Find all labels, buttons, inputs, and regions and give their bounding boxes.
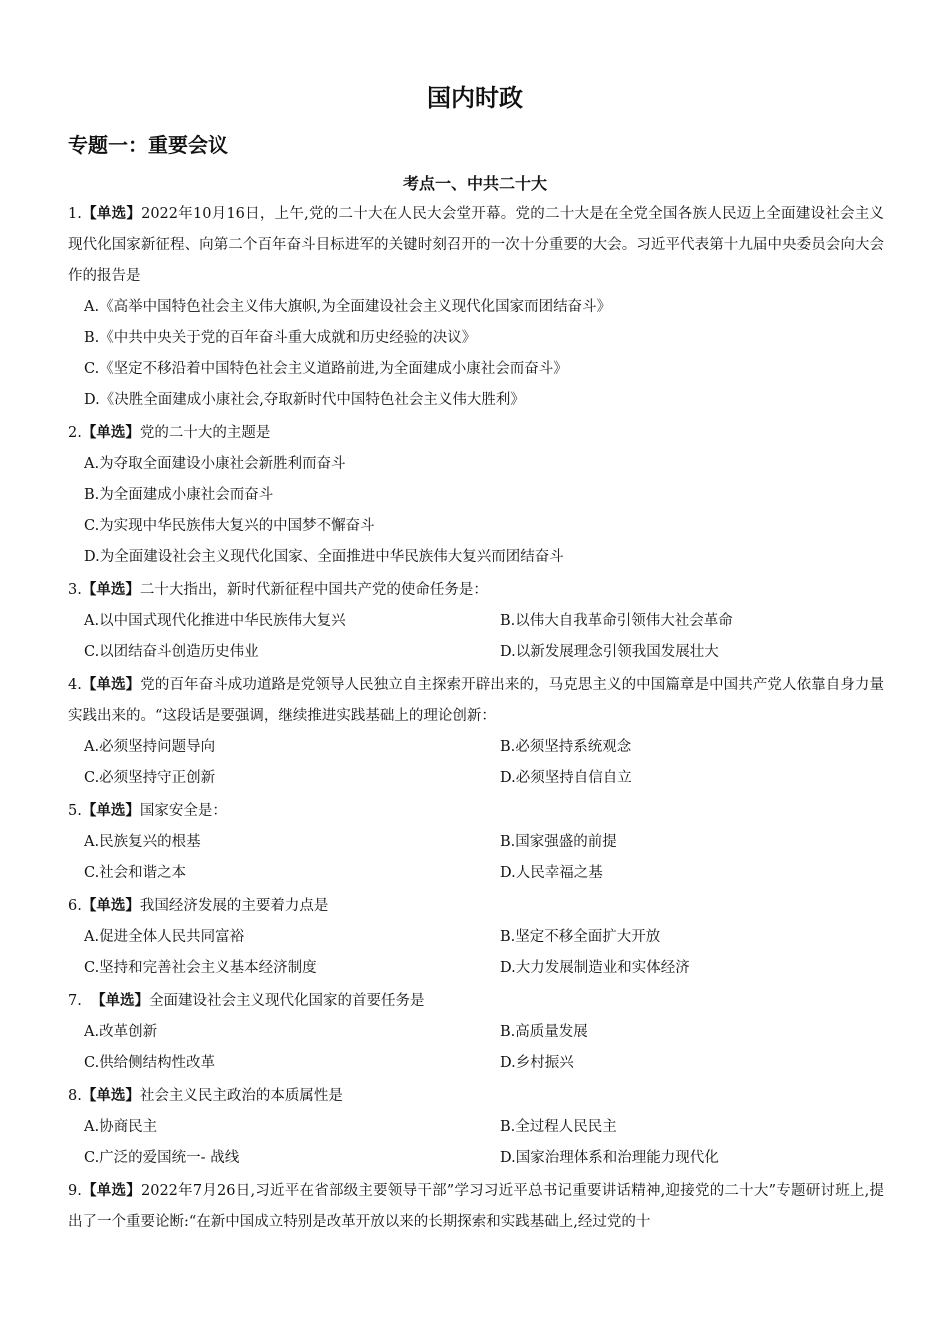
option-a: A.协商民主	[84, 1119, 158, 1135]
question-number: 8.	[68, 1088, 82, 1104]
option-c: C.坚持和完善社会主义基本经济制度	[84, 960, 317, 976]
topic-title: 考点一、中共二十大	[402, 174, 547, 193]
option-b: B.国家强盛的前提	[500, 834, 617, 850]
question-text: 我国经济发展的主要着力点是	[139, 898, 329, 914]
question-list	[68, 198, 884, 1239]
question-number: 3.	[68, 582, 82, 598]
option-list	[68, 732, 884, 794]
question-1	[68, 198, 884, 416]
option-c: C.广泛的爱国统一- 战线	[84, 1150, 240, 1166]
option-list	[68, 1017, 884, 1079]
question-9	[68, 1175, 884, 1238]
option-c: C.《坚定不移沿着中国特色社会主义道路前进,为全面建成小康社会而奋斗》	[84, 361, 568, 377]
question-stem	[68, 795, 884, 827]
option-list	[68, 922, 884, 984]
option-b: B.《中共中央关于党的百年奋斗重大成就和历史经验的决议》	[84, 330, 477, 346]
question-type-tag: 【单选】	[81, 424, 140, 441]
question-type-tag: 【单选】	[81, 581, 140, 598]
question-text: 2022年10月16日，上午,党的二十大在人民大会堂开幕。党的二十大是在全党全国各族人民迈上全面建设社会主义现代化国家新征程、向第二个百年奋斗目标进军的关键时刻召开的一次十分重要的大会。习近平代表第十九届中央委员会向大会作的报告是	[68, 206, 884, 284]
option-d: D.乡村振兴	[500, 1055, 574, 1071]
question-text: 党的百年奋斗成功道路是党领导人民独立自主探索开辟出来的，马克思主义的中国篇章是中国共产党人依靠自身力量实践出来的。“这段话是要强调，继续推进实践基础上的理论创新：	[68, 677, 885, 724]
option-b: B.高质量发展	[500, 1024, 588, 1040]
question-stem	[68, 417, 884, 449]
option-list	[68, 1112, 884, 1174]
option-a: A.《高举中国特色社会主义伟大旗帜,为全面建设社会主义现代化国家而团结奋斗》	[84, 299, 612, 315]
option-d: D.为全面建设社会主义现代化国家、全面推进中华民族伟大复兴而团结奋斗	[84, 549, 564, 565]
option-list	[68, 292, 884, 416]
option-b: B.坚定不移全面扩大开放	[500, 929, 661, 945]
option-d: D.国家治理体系和治理能力现代化	[500, 1150, 719, 1166]
question-6	[68, 890, 884, 984]
option-c: C.必须坚持守正创新	[84, 770, 216, 786]
question-type-tag: 【单选】	[81, 676, 141, 693]
document-title: 国内时政	[427, 84, 523, 112]
question-3	[68, 574, 884, 668]
question-text: 2022年7月26日,习近平在省部级主要领导干部”学习习近平总书记重要讲话精神,迎接党的二十大”专题研讨班上,提出了一个重要论断:“在新中国成立特别是改革开放以来的长期探索和实践基础上,经过党的十	[68, 1183, 884, 1230]
option-c: C.供给侧结构性改革	[84, 1055, 216, 1071]
question-text: 党的二十大的主题是	[139, 425, 271, 441]
question-type-tag: 【单选】	[81, 1087, 140, 1104]
question-number: 2.	[68, 425, 82, 441]
option-d: D.以新发展理念引领我国发展壮大	[500, 644, 719, 660]
option-d: D.必须坚持自信自立	[500, 770, 632, 786]
question-stem	[68, 1080, 884, 1112]
question-text: 国家安全是：	[139, 803, 227, 819]
question-type-tag: 【单选】	[81, 205, 142, 222]
question-stem	[68, 669, 884, 732]
question-stem	[68, 574, 884, 606]
question-number: 4.	[68, 677, 82, 693]
question-number: 7.	[68, 993, 92, 1009]
option-list	[68, 827, 884, 889]
question-type-tag: 【单选】	[81, 897, 140, 914]
option-b: B.以伟大自我革命引领伟大社会革命	[500, 613, 733, 629]
section-title: 专题一：重要会议	[68, 133, 228, 157]
option-b: B.为全面建成小康社会而奋斗	[84, 487, 274, 503]
question-stem	[68, 1175, 884, 1238]
question-type-tag: 【单选】	[81, 802, 140, 819]
question-4	[68, 669, 884, 794]
option-c: C.社会和谐之本	[84, 865, 187, 881]
option-c: C.为实现中华民族伟大复兴的中国梦不懈奋斗	[84, 518, 375, 534]
question-number: 6.	[68, 898, 82, 914]
question-stem	[68, 890, 884, 922]
question-stem	[68, 198, 884, 292]
question-7	[68, 985, 884, 1079]
option-a: A.促进全体人民共同富裕	[84, 929, 245, 945]
question-2	[68, 417, 884, 573]
question-text: 社会主义民主政治的本质属性是	[139, 1088, 343, 1104]
question-5	[68, 795, 884, 889]
question-type-tag: 【单选】	[81, 1182, 141, 1199]
question-number: 5.	[68, 803, 82, 819]
option-d: D.大力发展制造业和实体经济	[500, 960, 690, 976]
option-a: A.必须坚持问题导向	[84, 739, 216, 755]
option-a: A.改革创新	[84, 1024, 158, 1040]
option-d: D.人民幸福之基	[500, 865, 603, 881]
option-b: B.必须坚持系统观念	[500, 739, 632, 755]
question-number: 9.	[68, 1183, 82, 1199]
option-d: D.《决胜全面建成小康社会,夺取新时代中国特色社会主义伟大胜利》	[84, 392, 525, 408]
option-list	[68, 449, 884, 573]
question-text: 二十大指出，新时代新征程中国共产党的使命任务是：	[139, 582, 488, 598]
question-stem	[68, 985, 884, 1017]
question-text: 全面建设社会主义现代化国家的首要任务是	[149, 993, 425, 1009]
question-8	[68, 1080, 884, 1174]
option-a: A.以中国式现代化推进中华民族伟大复兴	[84, 613, 346, 629]
option-b: B.全过程人民民主	[500, 1119, 617, 1135]
question-type-tag: 【单选】	[91, 992, 150, 1009]
question-number: 1.	[68, 206, 82, 222]
option-c: C.以团结奋斗创造历史伟业	[84, 644, 259, 660]
option-a: A.为夺取全面建设小康社会新胜利而奋斗	[84, 456, 346, 472]
option-list	[68, 606, 884, 668]
option-a: A.民族复兴的根基	[84, 834, 201, 850]
